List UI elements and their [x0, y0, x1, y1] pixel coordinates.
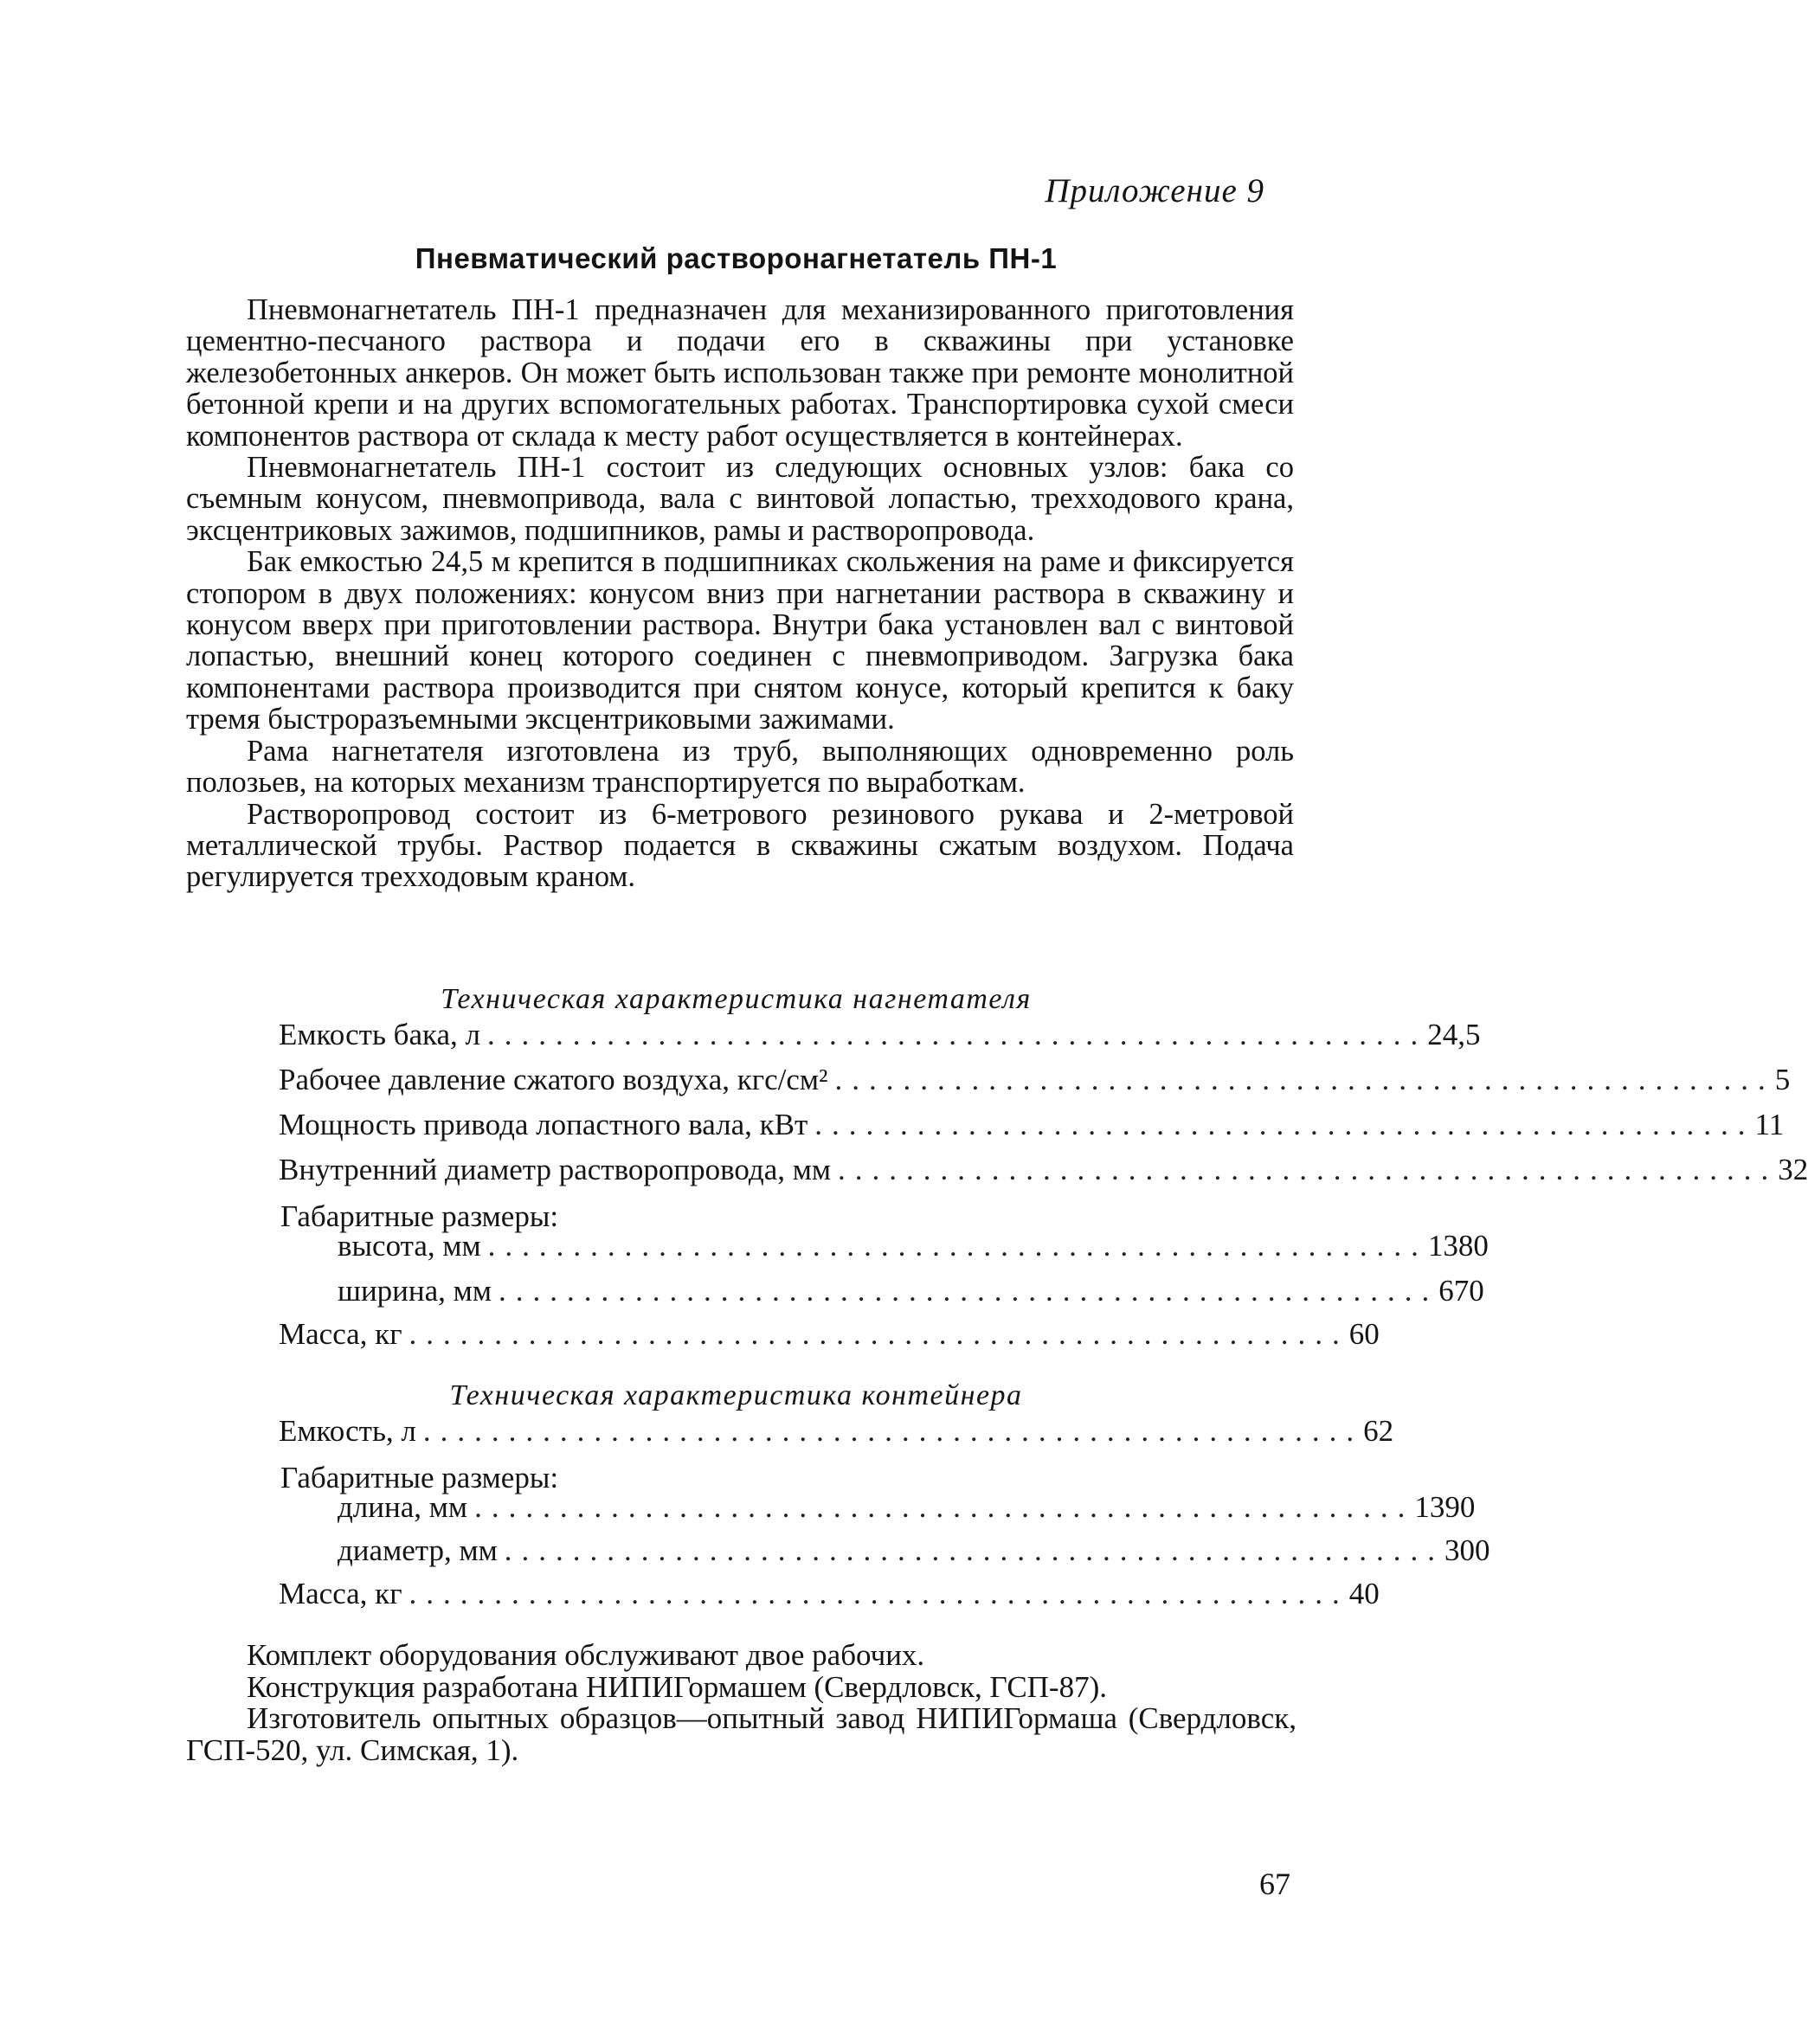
page-number: 67	[1259, 1867, 1290, 1901]
spec-value: 11	[1754, 1108, 1785, 1141]
spec-label: Внутренний диаметр растворопровода, мм	[279, 1153, 832, 1186]
spec-value: 24,5	[1427, 1018, 1481, 1051]
paragraph: Пневмонагнетатель ПН-1 предназначен для механизированного приготовления цементно-песчаного раствора и подачи его в скважины при установке железобетонных анкеров. Он может быть использован также при ремонте монолитной бетонной крепи и на других вспомогательных работах. Транспортировка сухой смеси компонентов раствора от склада к месту работ осуществляется в контейнерах.	[186, 293, 1294, 453]
spec-value: 32	[1778, 1153, 1808, 1186]
spec-label: ширина, мм	[338, 1274, 492, 1308]
dot-leader: .......................................................	[422, 1414, 1364, 1448]
dot-leader: .......................................................	[838, 1153, 1779, 1186]
spec-value: 670	[1438, 1274, 1484, 1308]
spec-row	[279, 1063, 1791, 1097]
dimensions-label: Габаритные размеры:	[280, 1199, 559, 1233]
spec-label: Масса, кг	[279, 1317, 402, 1351]
dot-leader: .......................................................	[834, 1063, 1775, 1096]
spec-row	[279, 1108, 1785, 1142]
spec-label: диаметр, мм	[338, 1533, 498, 1567]
paragraph: Пневмонагнетатель ПН-1 состоит из следующих основных узлов: бака со съемным конусом, пневмопривода, вала с винтовой лопастью, трехходового крана, эксцентриковых зажимов, подшипников, рамы и растворопровода.	[186, 451, 1294, 547]
spec-label: Емкость, л	[279, 1414, 416, 1448]
closing-text	[186, 1640, 1296, 1766]
pump-spec-heading: Техническая характеристика нагнетателя	[441, 983, 1032, 1015]
spec-value: 1390	[1414, 1490, 1476, 1524]
spec-value: 1380	[1427, 1229, 1489, 1263]
dot-leader: .......................................................	[504, 1533, 1445, 1567]
dot-leader: .......................................................	[487, 1018, 1428, 1051]
description-text	[186, 294, 1294, 893]
spec-row	[279, 1018, 1481, 1052]
dot-leader: .......................................................	[409, 1317, 1349, 1351]
dot-leader: .......................................................	[409, 1577, 1349, 1610]
paragraph: Комплект оборудования обслуживают двое рабочих.	[247, 1638, 925, 1672]
spec-value: 60	[1348, 1317, 1380, 1351]
dot-leader: .......................................................	[474, 1490, 1415, 1524]
spec-row	[279, 1153, 1808, 1187]
spec-label: высота, мм	[338, 1229, 481, 1263]
spec-row	[279, 1229, 1489, 1263]
dimensions-label: Габаритные размеры:	[280, 1461, 559, 1494]
paragraph: Бак емкостью 24,5 м крепится в подшипниках скольжения на раме и фиксируется стопором в двух положениях: конусом вниз при нагнетании раствора в скважину и конусом вверх при приготовлении раствора. Внутри бака установлен вал с винтовой лопастью, внешний конец которого соединен с пневмоприводом. Загрузка бака компонентами раствора производится при снятом конусе, который крепится к баку тремя быстроразъемными эксцентриковыми зажимами.	[186, 545, 1294, 736]
dot-leader: .......................................................	[487, 1229, 1428, 1263]
spec-row	[279, 1317, 1380, 1352]
spec-row	[279, 1490, 1476, 1525]
paragraph: Конструкция разработана НИПИГормашем (Свердловск, ГСП-87).	[247, 1669, 1107, 1704]
paragraph: Растворопровод состоит из 6-метрового резинового рукава и 2-метровой металлической трубы. Раствор подается в скважины сжатым воздухом. Подача регулируется трехходовым краном.	[186, 797, 1294, 894]
spec-label: Мощность привода лопастного вала, кВт	[279, 1108, 808, 1141]
spec-label: длина, мм	[338, 1490, 468, 1524]
spec-row	[279, 1414, 1394, 1449]
paragraph: Рама нагнетателя изготовлена из труб, выполняющих одновременно роль полозьев, на которых механизм транспортируется по выработкам.	[186, 734, 1294, 800]
spec-value: 5	[1774, 1063, 1791, 1096]
spec-value: 62	[1363, 1414, 1394, 1448]
spec-value: 40	[1348, 1577, 1380, 1610]
dot-leader: .......................................................	[498, 1274, 1439, 1308]
page-title: Пневматический растворонагнетатель ПН-1	[415, 242, 1058, 274]
dot-leader: .......................................................	[814, 1108, 1755, 1141]
paragraph: Изготовитель опытных образцов—опытный завод НИПИГормаша (Свердловск, ГСП-520, ул. Симская, 1).	[186, 1701, 1296, 1767]
appendix-label: Приложение 9	[1045, 172, 1264, 209]
spec-row	[279, 1533, 1490, 1568]
spec-label: Рабочее давление сжатого воздуха, кгс/см²	[279, 1063, 828, 1096]
spec-label: Масса, кг	[279, 1577, 402, 1610]
spec-value: 300	[1444, 1533, 1490, 1567]
spec-row	[279, 1274, 1484, 1308]
spec-row	[279, 1577, 1380, 1611]
spec-label: Емкость бака, л	[279, 1018, 480, 1051]
container-spec-heading: Техническая характеристика контейнера	[449, 1379, 1023, 1411]
